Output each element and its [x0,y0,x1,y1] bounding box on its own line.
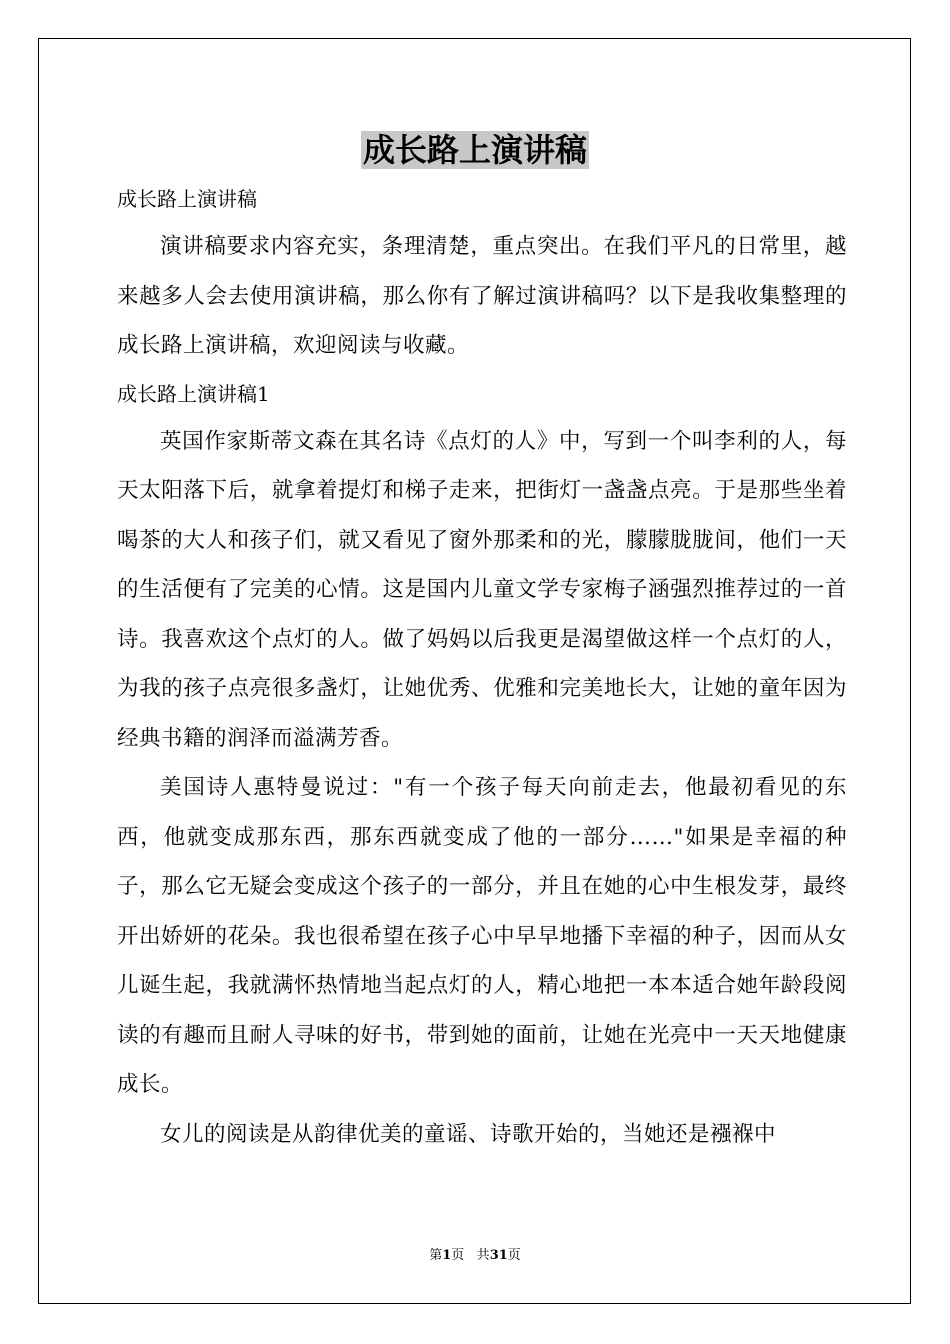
body-paragraph-2: 美国诗人惠特曼说过："有一个孩子每天向前走去，他最初看见的东西，他就变成那东西，那东西就变成了他的一部分……"如果是幸福的种子，那么它无疑会变成这个孩子的一部分，并且在她的心中生根发芽，最终开出娇妍的花朵。我也很希望在孩子心中早早地播下幸福的种子，因而从女儿诞生起，我就满怀热情地当起点灯的人，精心地把一本本适合她年龄段阅读的有趣而且耐人寻味的好书，带到她的面前，让她在光亮中一天天地健康成长。 [117,775,847,1097]
document-body [117,176,847,1159]
footer-page-suffix: 页 [451,1248,465,1263]
intro-paragraph: 演讲稿要求内容充实，条理清楚，重点突出。在我们平凡的日常里，越来越多人会去使用演讲稿，那么你有了解过演讲稿吗？以下是我收集整理的成长路上演讲稿，欢迎阅读与收藏。 [117,234,847,358]
footer-page-number: 1 [442,1248,452,1263]
document-title [0,128,950,172]
footer-total-prefix: 共 [476,1248,490,1263]
subtitle: 成长路上演讲稿 [117,187,257,211]
footer-page-prefix: 第 [429,1248,443,1263]
page-footer [0,1244,950,1263]
footer-total-suffix: 页 [507,1248,521,1263]
section-heading: 成长路上演讲稿1 [117,381,270,406]
body-paragraph-1: 英国作家斯蒂文森在其名诗《点灯的人》中，写到一个叫李利的人，每天太阳落下后，就拿着提灯和梯子走来，把街灯一盏盏点亮。于是那些坐着喝茶的大人和孩子们，就又看见了窗外那柔和的光，朦朦胧胧间，他们一天的生活便有了完美的心情。这是国内儿童文学专家梅子涵强烈推荐过的一首诗。我喜欢这个点灯的人。做了妈妈以后我更是渴望做这样一个点灯的人，为我的孩子点亮很多盏灯，让她优秀、优雅和完美地长大，让她的童年因为经典书籍的润泽而溢满芳香。 [117,428,847,751]
body-paragraph-3: 女儿的阅读是从韵律优美的童谣、诗歌开始的，当她还是襁褓中 [160,1121,777,1147]
document-title-text: 成长路上演讲稿 [362,131,587,169]
footer-total-pages: 31 [489,1248,508,1263]
